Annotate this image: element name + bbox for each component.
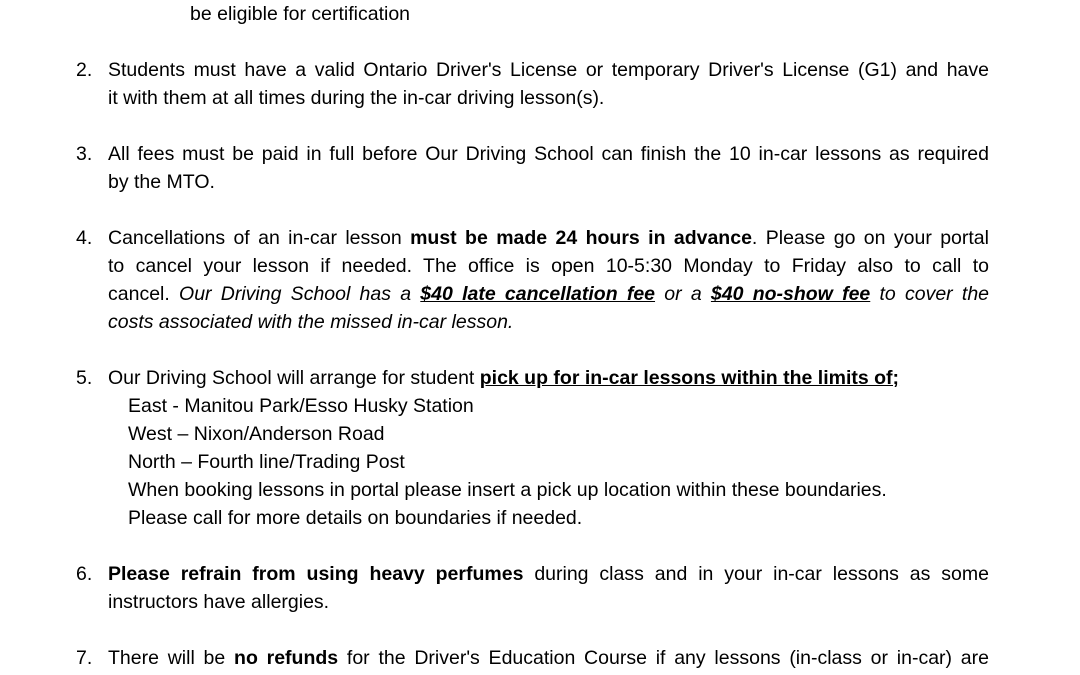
item4-line3-text-d: or a [655,283,711,305]
item4-advance-notice: must be made 24 hours in advance [410,227,752,249]
item1-continuation: be eligible for certification [190,3,411,25]
item5-east: East - Manitou Park/Esso Husky Station [128,395,474,417]
item4-line4: costs associated with the missed in-car lesson. [108,311,514,333]
item4-line2: to cancel your lesson if needed. The office is open 10-5:30 Monday to Friday also to call to [108,255,989,277]
item4-line3-text-b: Our Driving School has a [179,283,421,305]
item5-number: 5. [76,367,93,389]
item7-line1-text-c: for the Driver's Education Course if any lessons (in-class or in-car) are [338,647,989,669]
item2-number: 2. [76,59,93,81]
item4-no-show-fee: $40 no-show fee [710,283,871,305]
item5-booking: When booking lessons in portal please insert a pick up location within these boundaries. [128,479,887,501]
item2-line1: Students must have a valid Ontario Driver's License or temporary Driver's License (G1) and have [108,59,989,81]
item7-line1 [108,644,989,672]
item7-line1-text-a: There will be [108,647,235,669]
item3-number: 3. [76,143,93,165]
item7-number: 7. [76,647,93,669]
item5-pickup-limits: pick up for in-car lessons within the limits of; [479,367,900,389]
item5-west: West – Nixon/Anderson Road [128,423,385,445]
item2-line2: it with them at all times during the in-car driving lesson(s). [108,87,605,109]
item4-number: 4. [76,227,93,249]
item4-line3 [108,280,989,308]
item4-line3-text-a: cancel. [108,283,180,305]
item6-line1 [108,560,989,588]
item3-line2: by the MTO. [108,171,215,193]
item5-line1-text-a: Our Driving School will arrange for student [108,367,480,389]
item4-line3-text-f: to cover the [870,283,990,305]
item5-line1 [108,364,899,392]
item4-line1-text-a: Cancellations of an in-car lesson [108,227,411,249]
item6-line2: instructors have allergies. [108,591,330,613]
item3-line1: All fees must be paid in full before Our Driving School can finish the 10 in-car lessons as required [108,143,989,165]
item4-line1 [108,224,989,252]
item6-perfume-notice: Please refrain from using heavy perfumes [108,563,524,585]
item5-call: Please call for more details on boundaries if needed. [128,507,583,529]
item7-no-refunds: no refunds [234,647,339,669]
item6-number: 6. [76,563,93,585]
item6-line1-text-b: during class and in your in-car lessons as some [523,563,989,585]
item4-late-fee: $40 late cancellation fee [420,283,656,305]
item4-line1-text-c: . Please go on your portal [751,227,989,249]
item5-north: North – Fourth line/Trading Post [128,451,405,473]
